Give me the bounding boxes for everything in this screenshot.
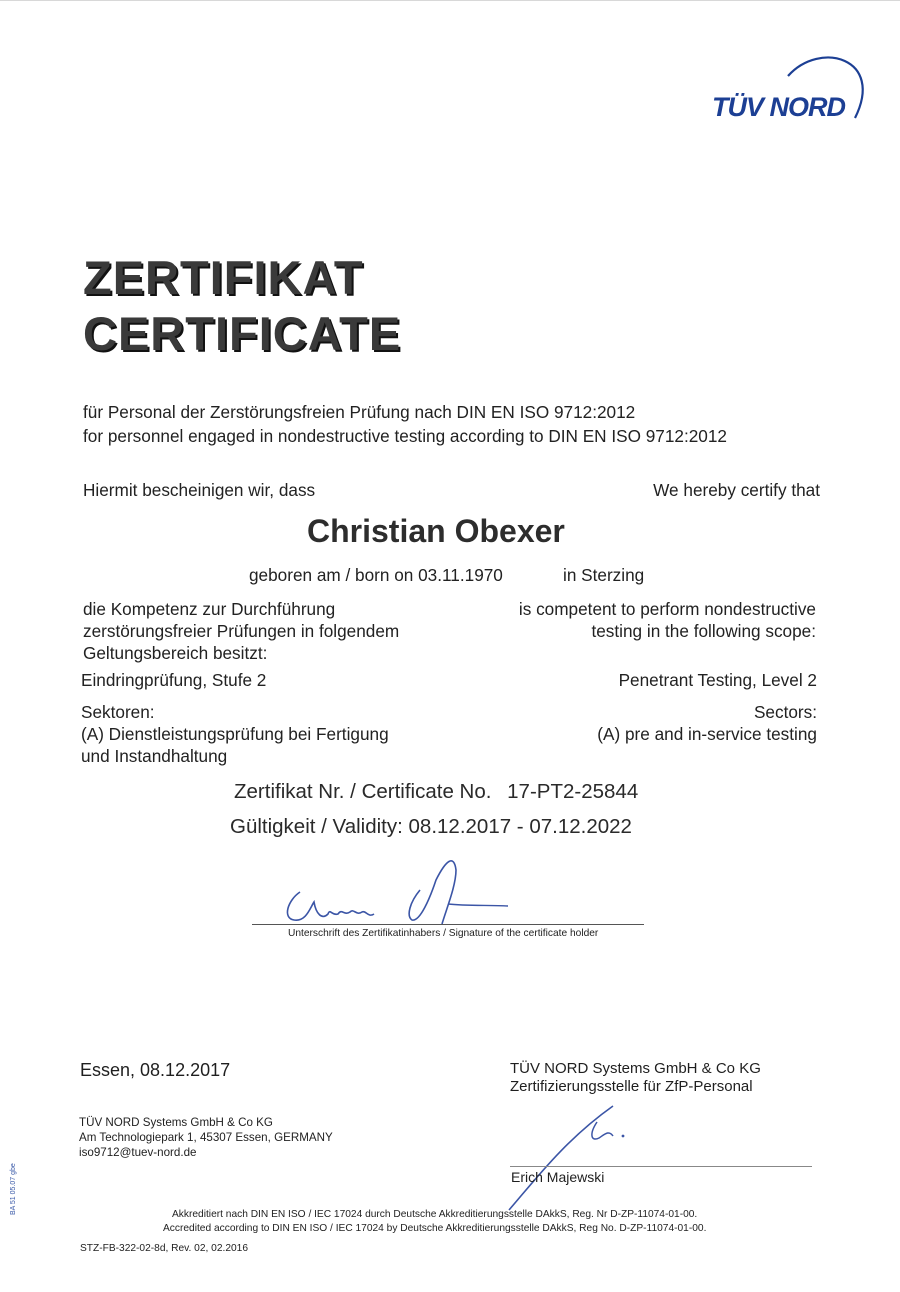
logo-text: TÜV NORD — [712, 92, 845, 122]
certify-english: We hereby certify that — [653, 480, 820, 500]
competence-english-line: is competent to perform nondestructive — [518, 599, 816, 619]
top-border-line — [0, 0, 900, 1]
accreditation-english: Accredited according to DIN EN ISO / IEC 17024 by Deutsche Akkreditierungsstelle DAkkS, Reg No. D-ZP-11074-01-00. — [163, 1223, 707, 1234]
side-form-code: BA 51 05.07 gbe — [10, 1163, 17, 1215]
subtitle-english: for personnel engaged in nondestructive testing according to DIN EN ISO 9712:2012 — [83, 426, 727, 446]
sectors-german-line: und Instandhaltung — [81, 746, 228, 766]
competence-german-line: die Kompetenz zur Durchführung — [83, 599, 336, 619]
certificate-number-label: Zertifikat Nr. / Certificate No. — [234, 780, 492, 803]
certificate-number-line — [234, 780, 638, 804]
certify-german: Hiermit bescheinigen wir, dass — [83, 480, 316, 500]
issuer-line: TÜV NORD Systems GmbH & Co KG — [510, 1060, 761, 1077]
form-reference: STZ-FB-322-02-8d, Rev. 02, 02.2016 — [80, 1243, 248, 1254]
birth-date: geboren am / born on 03.11.1970 — [249, 565, 503, 585]
method-english: Penetrant Testing, Level 2 — [618, 670, 817, 690]
method-german: Eindringprüfung, Stufe 2 — [81, 670, 267, 690]
accreditation-german: Akkreditiert nach DIN EN ISO / IEC 17024 durch Deutsche Akkreditierungsstelle DAkkS, Reg. Nr D-ZP-11074-01-00. — [172, 1209, 698, 1220]
holder-signature — [270, 850, 530, 930]
sectors-english-label: Sectors: — [753, 702, 817, 722]
title-english: CERTIFICATE — [83, 307, 402, 360]
competence-german-line: Geltungsbereich besitzt: — [83, 643, 268, 663]
certificate-number: 17-PT2-25844 — [507, 780, 639, 803]
address-line: TÜV NORD Systems GmbH & Co KG — [79, 1116, 273, 1129]
issuer-signature — [505, 1100, 645, 1215]
issuer-line: Zertifizierungsstelle für ZfP-Personal — [510, 1078, 753, 1095]
issuer-signatory: Erich Majewski — [511, 1169, 605, 1185]
competence-german-line: zerstörungsfreier Prüfungen in folgendem — [83, 621, 400, 641]
holder-signature-caption: Unterschrift des Zertifikatinhabers / Signature of the certificate holder — [288, 928, 599, 939]
sectors-english-line: (A) pre and in-service testing — [597, 724, 817, 744]
validity-line — [230, 815, 632, 839]
validity-label: Gültigkeit / Validity: — [230, 815, 403, 838]
competence-english-line: testing in the following scope: — [591, 621, 816, 641]
title-german: ZERTIFIKAT — [83, 251, 364, 304]
holder-name: Christian Obexer — [307, 513, 565, 549]
address-line: iso9712@tuev-nord.de — [79, 1146, 197, 1159]
birth-place: in Sterzing — [563, 565, 645, 585]
holder-signature-line — [252, 924, 644, 925]
sectors-german-line: (A) Dienstleistungsprüfung bei Fertigung — [81, 724, 389, 744]
sectors-german-label: Sektoren: — [81, 702, 155, 722]
subtitle-german: für Personal der Zerstörungsfreien Prüfung nach DIN EN ISO 9712:2012 — [83, 402, 636, 422]
issuer-signature-line — [510, 1166, 812, 1167]
tuv-nord-logo — [700, 48, 870, 128]
address-line: Am Technologiepark 1, 45307 Essen, GERMANY — [79, 1131, 333, 1144]
place-date: Essen, 08.12.2017 — [80, 1060, 231, 1080]
validity-dates: 08.12.2017 - 07.12.2022 — [408, 815, 632, 838]
